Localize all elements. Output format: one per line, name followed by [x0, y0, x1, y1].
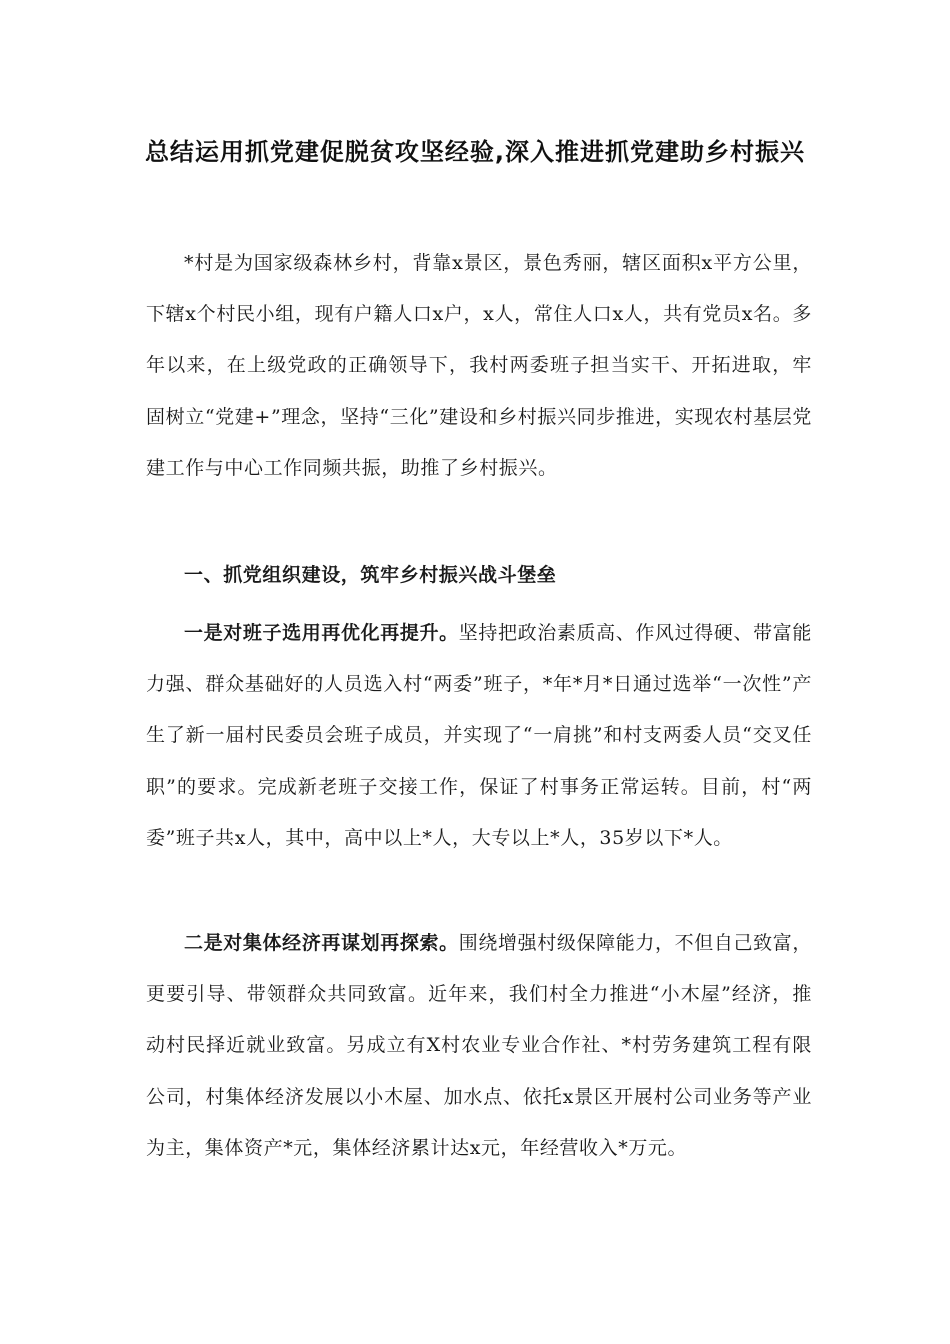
body-paragraph: [146, 608, 812, 864]
paragraph-body: 坚持把政治素质高、作风过得硬、带富能力强、群众基础好的人员选入村“两委”班子，*年*月*日通过选举“一次性”产生了新一届村民委员会班子成员，并实现了“一肩挑”和村支两委人员“交叉任职”的要求。完成新老班子交接工作，保证了村事务正常运转。目前，村“两委”班子共x人，其中，高中以上*人，大专以上*人，35岁以下*人。: [146, 622, 812, 849]
paragraph-lead: 二是对集体经济再谋划再探索。: [184, 932, 459, 954]
document-title: 总结运用抓党建促脱贫攻坚经验,深入推进抓党建助乡村振兴: [144, 138, 806, 166]
paragraph-body: 围绕增强村级保障能力，不但自己致富，更要引导、带领群众共同致富。近年来，我们村全力推进“小木屋”经济，推动村民择近就业致富。另成立有X村农业专业合作社、*村劳务建筑工程有限公司，村集体经济发展以小木屋、加水点、依托x景区开展村公司业务等产业为主，集体资产*元，集体经济累计达x元，年经营收入*万元。: [146, 932, 812, 1159]
paragraph-lead: 一是对班子选用再优化再提升。: [184, 622, 459, 644]
body-paragraph: [146, 918, 812, 1174]
intro-paragraph: *村是为国家级森林乡村，背靠x景区，景色秀丽，辖区面积x平方公里，下辖x个村民小组，现有户籍人口x户，x人，常住人口x人，共有党员x名。多年以来，在上级党政的正确领导下，我村两委班子担当实干、开拓进取，牢固树立“党建+”理念，坚持“三化”建设和乡村振兴同步推进，实现农村基层党建工作与中心工作同频共振，助推了乡村振兴。: [146, 252, 812, 479]
section-heading: 一、抓党组织建设，筑牢乡村振兴战斗堡垒: [184, 564, 557, 586]
